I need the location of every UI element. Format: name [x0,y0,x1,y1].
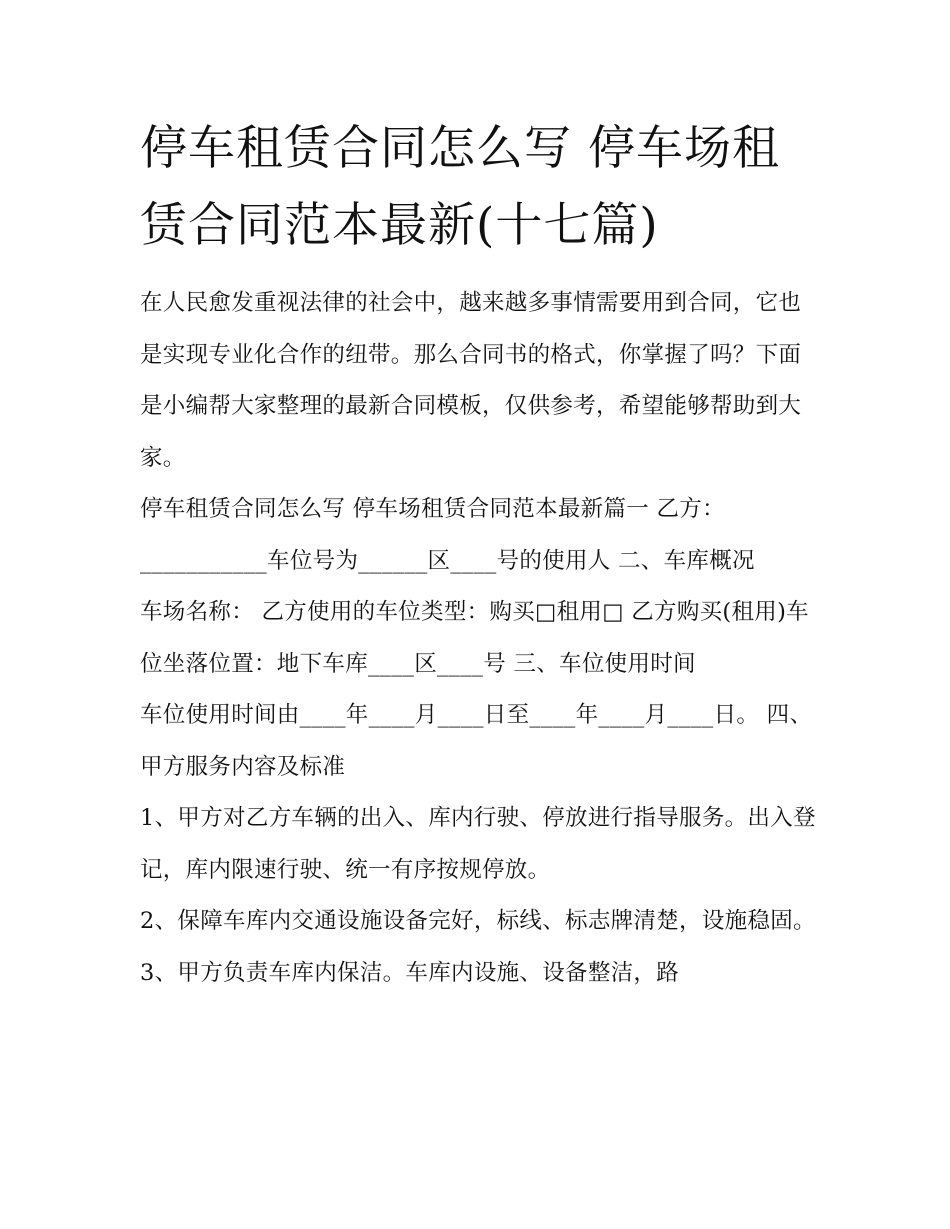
paragraph-intro: 在人民愈发重视法律的社会中，越来越多事情需要用到合同，它也是实现专业化合作的纽带。那么合同书的格式，你掌握了吗？下面是小编帮大家整理的最新合同模板，仅供参考，希望能够帮助到大家。 [140,290,802,471]
document-body [140,278,820,999]
paragraph-usage-time: 车位使用时间由____年____月____日至____年____月____日。 四、甲方服务内容及标准 [140,702,813,780]
paragraph-garage-overview: 车场名称： 乙方使用的车位类型：购买□租用□ 乙方购买(租用)车位坐落位置：地下车库____区____号 三、车位使用时间 [140,599,809,677]
document-title: 停车租赁合同怎么写 停车场租赁合同范本最新(十七篇) [140,121,780,253]
paragraph-service-1: 1、甲方对乙方车辆的出入、库内行驶、停放进行指导服务。出入登记，库内限速行驶、统一有序按规停放。 [140,805,816,883]
paragraph-service-2-3: 2、保障车库内交通设施设备完好，标线、标志牌清楚，设施稳固。 3、甲方负责车库内保洁。车库内设施、设备整洁，路 [140,908,816,986]
paragraph-section-one: 停车租赁合同怎么写 停车场租赁合同范本最新篇一 乙方：___________车位号为______区____号的使用人 二、车库概况 [140,496,755,574]
